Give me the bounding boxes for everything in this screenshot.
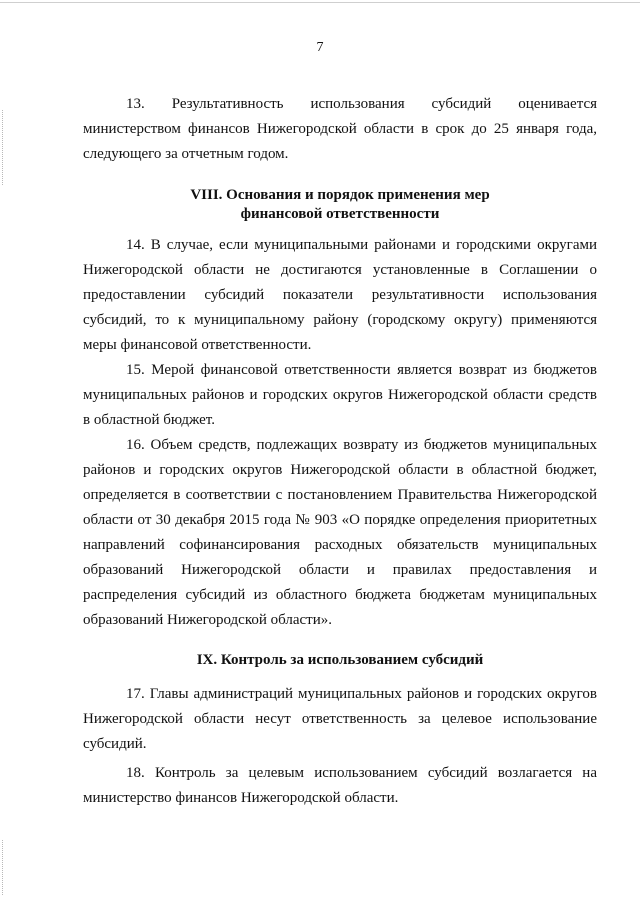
paragraph-15: 15. Мерой финансовой ответственности является возврат из бюджетов муниципальных районов и городских округов Нижегородской области средств в областной бюджет. — [83, 362, 597, 428]
scan-edge-mark — [2, 840, 3, 895]
document-body — [83, 92, 597, 811]
scan-edge-mark — [2, 110, 3, 185]
paragraph-14: 14. В случае, если муниципальными районами и городскими округами Нижегородской области не достигаются установленные в Соглашении о предоставлении субсидий показатели результативности использования субсидий, то к муниципальному району (городскому округу) применяются меры финансовой ответственности. — [83, 237, 597, 353]
section-viii-heading-line2: финансовой ответственности — [240, 206, 440, 222]
section-ix-heading: IX. Контроль за использованием субсидий — [196, 652, 484, 668]
section-viii-heading — [83, 186, 597, 224]
paragraph-17: 17. Главы администраций муниципальных районов и городских округов Нижегородской области несут ответственность за целевое использование субсидий. — [83, 686, 597, 752]
paragraph-13: 13. Результативность использования субсидий оценивается министерством финансов Нижегородской области в срок до 25 января года, следующего за отчетным годом. — [83, 96, 597, 162]
paragraph-16: 16. Объем средств, подлежащих возврату из бюджетов муниципальных районов и городских округов Нижегородской области в областной бюджет, определяется в соответствии с постановлением Правительства Нижегородской области от 30 декабря 2015 года № 903 «О порядке определения приоритетных направлений софинансирования расходных обязательств муниципальных образований Нижегородской области и правилах предоставления и распределения субсидий из областного бюджета бюджетам муниципальных образований Нижегородской области». — [83, 437, 597, 628]
paragraph-18: 18. Контроль за целевым использованием субсидий возлагается на министерство финансов Нижегородской области. — [83, 765, 597, 806]
page-number: 7 — [316, 40, 324, 55]
top-border-line — [0, 2, 640, 3]
section-viii-heading-line1: VIII. Основания и порядок применения мер — [190, 187, 490, 203]
